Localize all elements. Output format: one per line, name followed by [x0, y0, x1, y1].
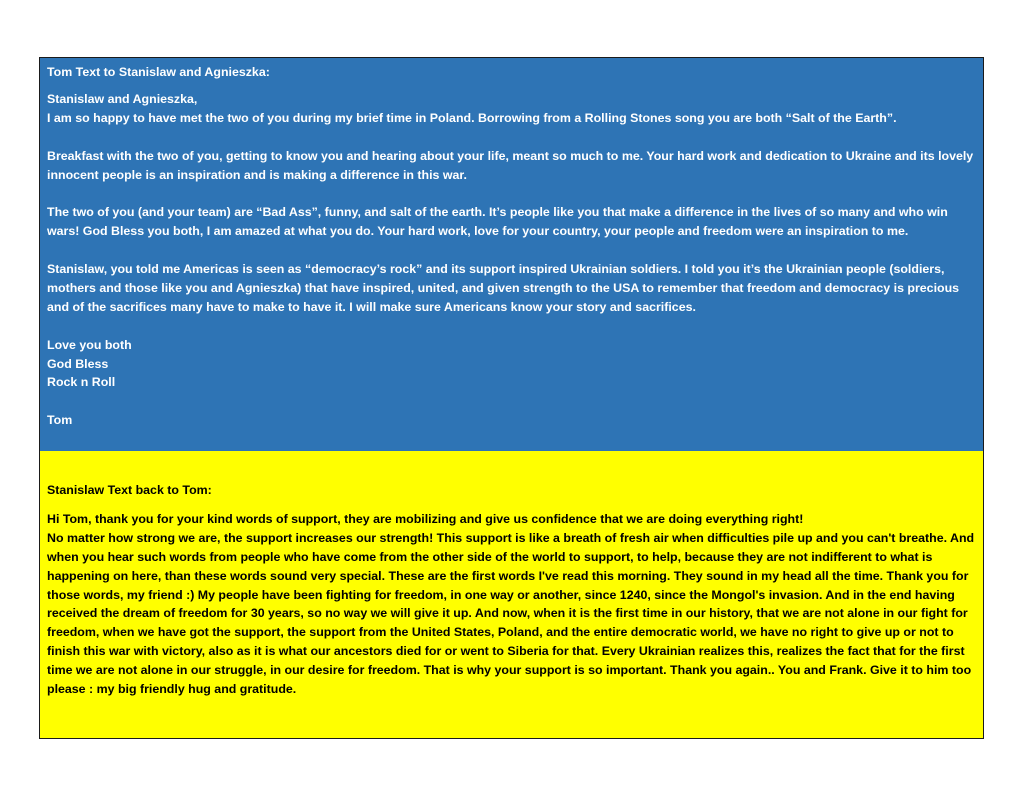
tom-signature: Tom — [47, 413, 73, 428]
tom-paragraph-1: I am so happy to have met the two of you during my brief time in Poland. Borrowing from a Rolling Stones song you are both “Salt of the Earth”. — [47, 110, 897, 125]
stanislaw-body: No matter how strong we are, the support increases our strength! This support is like a breath of fresh air when difficulties pile up and you can't breathe. And when you hear such words from people who have come from the other side of the world to support, to help, because they are not indifferent to what is happening on here, than these words sound very special. These are the first words I've read this morning. They sound in my head all the time. Thank you for those words, my friend :) My people have been fighting for freedom, in one way or another, since 1240, since the Mongol's invasion. And in the end having received the dream of freedom for 30 years, so no way we will give it up. And now, when it is the first time in our history, that we are not alone in our fight for freedom, when we have got the support, the support from the United States, Poland, and the entire democratic world, we have no right to give up or not to finish this war with victory, also as it is what our ancestors died for or went to Siberia for that. Every Ukrainian realizes this, realizes the fact that for the first time we are not alone in our struggle, in our desire for freedom. That is why your support is so important. Thank you again.. You and Frank. Give it to him too please : my big friendly hug and gratitude. — [47, 530, 975, 697]
stanislaw-message-heading: Stanislaw Text back to Tom: — [47, 483, 212, 497]
tom-message-heading: Tom Text to Stanislaw and Agnieszka: — [47, 65, 270, 79]
letter-frame — [39, 57, 984, 739]
tom-greeting: Stanislaw and Agnieszka, — [47, 91, 198, 106]
tom-closing-1: Love you both — [47, 337, 132, 352]
tom-paragraph-3: The two of you (and your team) are “Bad Ass”, funny, and salt of the earth. It’s people like you that make a difference in the lives of so many and who win wars! God Bless you both, I am amazed at what you do. Your hard work, love for your country, your people and freedom were an inspiration to me. — [47, 205, 948, 239]
stanislaw-message-section — [40, 451, 983, 739]
tom-message-section — [40, 58, 983, 451]
tom-closing-2: God Bless — [47, 356, 109, 371]
tom-closing-3: Rock n Roll — [47, 375, 116, 390]
tom-paragraph-4: Stanislaw, you told me Americas is seen as “democracy’s rock” and its support inspired Ukrainian soldiers. I told you it’s the Ukrainian people (soldiers, mothers and those like you and Agnieszka) that have inspired, united, and given strength to the USA to remember that freedom and democracy is precious and of the sacrifices many have to make to have it. I will make sure Americans know your story and sacrifices. — [47, 262, 960, 314]
stanislaw-line-1: Hi Tom, thank you for your kind words of support, they are mobilizing and give us confidence that we are doing everything right! — [47, 511, 804, 526]
tom-paragraph-2: Breakfast with the two of you, getting to know you and hearing about your life, meant so much to me. Your hard work and dedication to Ukraine and its lovely innocent people is an inspiration and is making a difference in this war. — [47, 148, 974, 182]
